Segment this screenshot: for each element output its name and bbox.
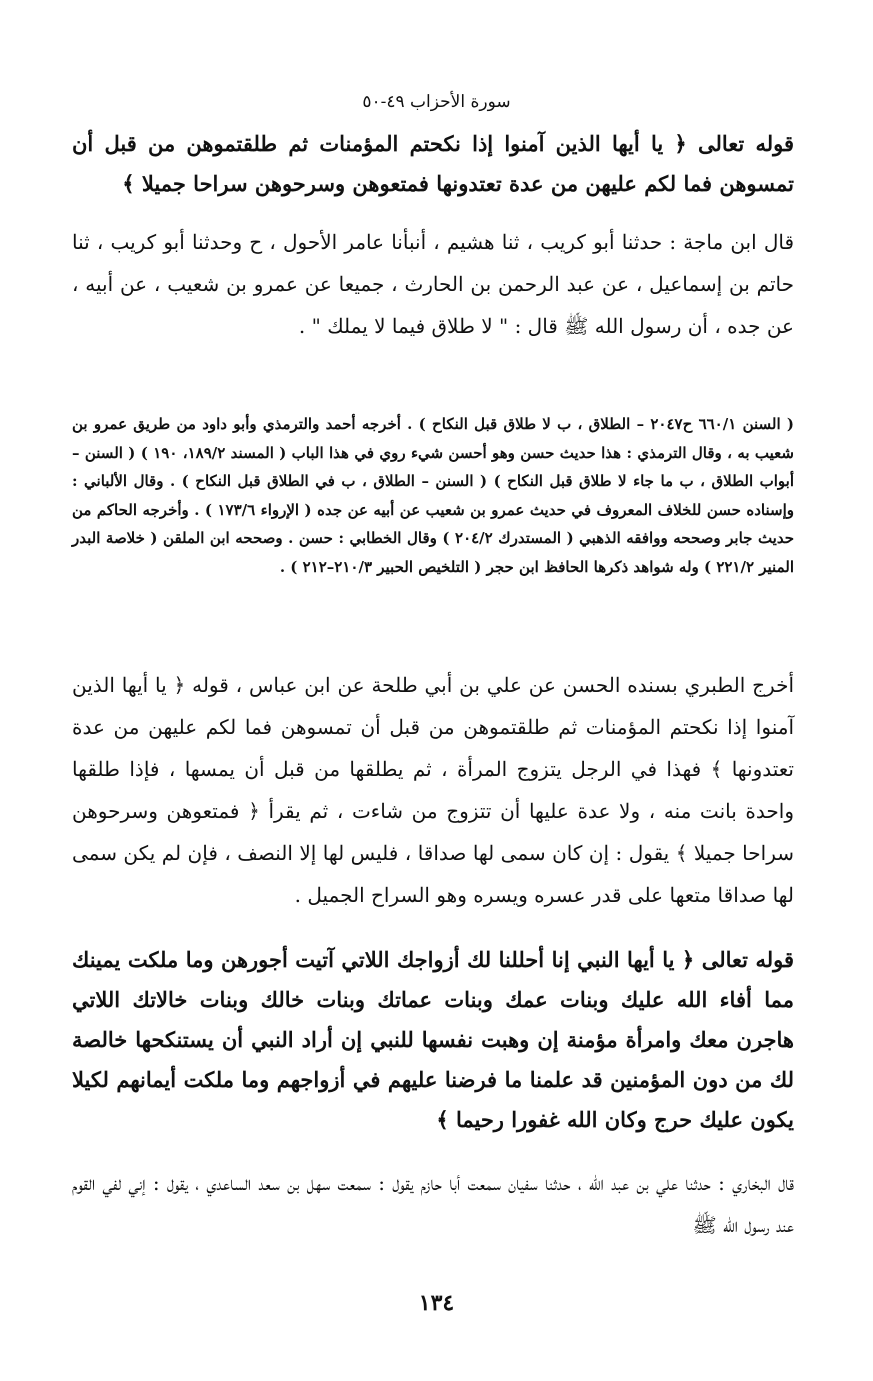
- verse-50-text: قوله تعالى ﴿ يا أيها النبي إنا أحللنا لك أزواجك اللاتي آتيت أجورهن وما ملكت يمينك مما أفاء الله عليك وبنات عمك وبنات عماتك وبنات خالك وبنات خالاتك اللاتي هاجرن معك وامرأة مؤمنة إن وهبت نفسها للنبي إن أراد النبي أن يستنكحها خالصة لك من دون المؤمنين قد علمنا ما فرضنا عليهم في أزواجهم وما ملكت أيمانهم لكيلا يكون عليك حرج وكان الله غفورا رحيما ﴾: [72, 947, 794, 1132]
- takhrij-footnote-text: ( السنن ٦٦٠/١ ح٢٠٤٧ – الطلاق ، ب لا طلاق قبل النكاح ) . أخرجه أحمد والترمذي وأبو داود من طريق عمرو بن شعيب به ، وقال الترمذي : هذا حديث حسن وهو أحسن شيء روي في هذا الباب ( المسند ١٨٩/٢، ١٩٠ ) ( السنن – أبواب الطلاق ، ب ما جاء لا طلاق قبل النكاح ) ( السنن – الطلاق ، ب في الطلاق قبل النكاح ) . وقال الألباني : وإسناده حسن للخلاف المعروف في حديث عمرو بن شعيب عن أبيه عن جده ( الإرواء ١٧٣/٦ ) . وأخرجه الحاكم من حديث جابر وصححه ووافقه الذهبي ( المستدرك ٢٠٤/٢ ) وقال الخطابي : حسن . وصححه ابن الملقن ( خلاصة البدر المنير ٢٢١/٢ ) وله شواهد ذكرها الحافظ ابن حجر ( التلخيص الحبير ٢١٠/٣–٢١٢ ) .: [72, 415, 795, 576]
- tabari-report: [72, 664, 794, 916]
- tabari-report-text: أخرج الطبري بسنده الحسن عن علي بن أبي طلحة عن ابن عباس ، قوله ﴿ يا أيها الذين آمنوا إذا نكحتم المؤمنات ثم طلقتموهن من قبل أن تمسوهن فما لكم عليهن من عدة تعتدونها ﴾ فهذا في الرجل يتزوج المرأة ، ثم يطلقها من قبل أن يمسها ، فإذا طلقها واحدة بانت منه ، ولا عدة عليها أن تتزوج من شاءت ، ثم يقرأ ﴿ فمتعوهن وسرحوهن سراحا جميلا ﴾ يقول : إن كان سمى لها صداقا ، فليس لها إلا النصف ، فإن لم يكن سمى لها صداقا متعها على قدر عسره ويسره وهو السراح الجميل .: [72, 673, 794, 907]
- ibn-majah-hadith: [72, 221, 794, 347]
- verse-49-text: قوله تعالى ﴿ يا أيها الذين آمنوا إذا نكحتم المؤمنات ثم طلقتموهن من قبل أن تمسوهن فما لكم عليهن من عدة تعتدونها فمتعوهن وسرحوهن سراحا جميلا ﴾: [72, 131, 794, 196]
- takhrij-footnote: [72, 410, 794, 581]
- ibn-majah-hadith-text: قال ابن ماجة : حدثنا أبو كريب ، ثنا هشيم ، أنبأنا عامر الأحول ، ح وحدثنا أبو كريب ، ثنا حاتم بن إسماعيل ، عن عبد الرحمن بن الحارث ، جميعا عن عمرو بن شعيب ، عن أبيه ، عن جده ، أن رسول الله ﷺ قال : " لا طلاق فيما لا يملك " .: [72, 230, 794, 338]
- verse-50-heading: [72, 940, 794, 1140]
- verse-49-heading: [72, 124, 794, 204]
- bukhari-hadith-text: قال البخاري : حدثنا علي بن عبد الله ، حدثنا سفيان سمعت أبا حازم يقول : سمعت سهل بن سعد الساعدي ، يقول : إني لفي القوم عند رسول الله ﷺ: [72, 1171, 794, 1237]
- page-header: سورة الأحزاب ٤٩-٥٠: [362, 92, 511, 112]
- bukhari-hadith: [72, 1162, 794, 1246]
- page-number: ١٣٤: [418, 1290, 455, 1316]
